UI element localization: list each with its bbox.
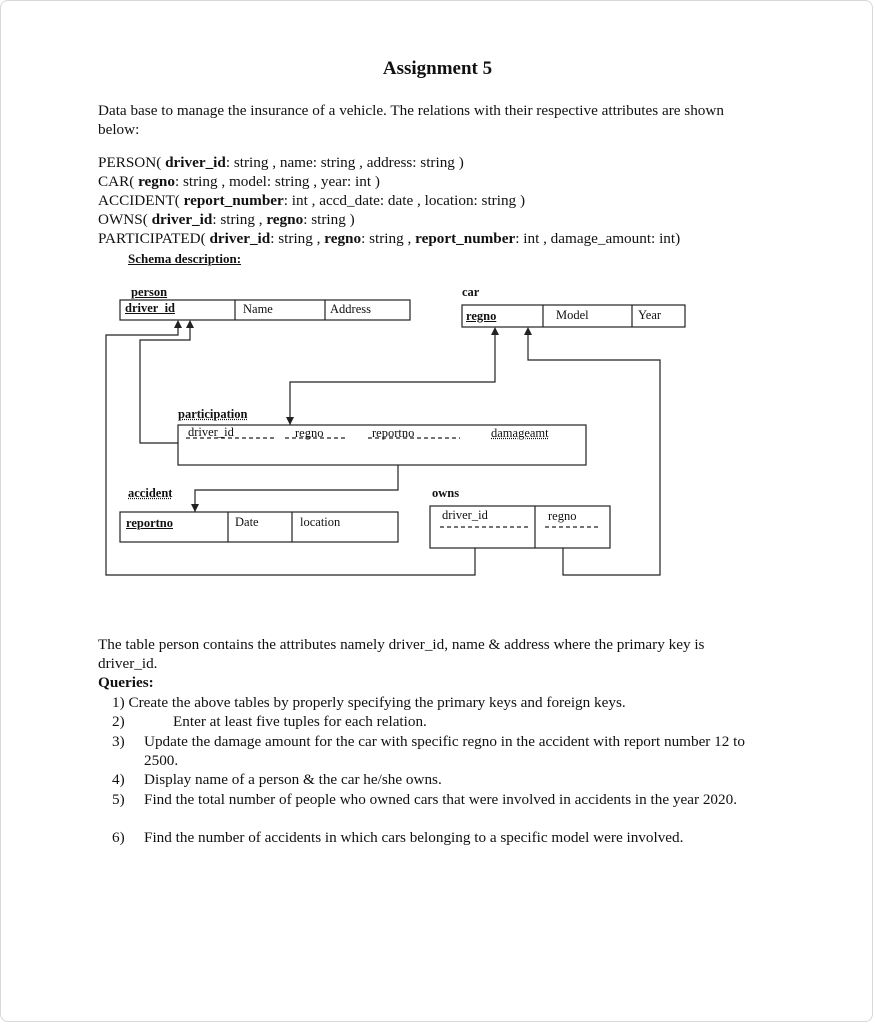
owns-table-title: owns xyxy=(432,486,460,500)
schema-person: PERSON( driver_id: string , name: string , address: string ) xyxy=(98,154,464,171)
query-number: 4) xyxy=(112,771,125,788)
query-text: Enter at least five tuples for each relation. xyxy=(173,713,427,730)
accident-table-title: accident xyxy=(128,486,173,500)
query-item xyxy=(112,712,752,731)
query-text: Update the damage amount for the car with specific regno in the accident with report number 12 to 2500. xyxy=(144,733,745,769)
query-item xyxy=(112,790,752,809)
schema-description-heading: Schema description: xyxy=(128,251,242,266)
participation-col-reportno: reportno xyxy=(372,426,415,440)
query-text: Create the above tables by properly specifying the primary keys and foreign keys. xyxy=(128,694,626,711)
accident-col-location: location xyxy=(300,515,341,529)
owns-col-driver-id: driver_id xyxy=(442,508,488,522)
car-col-model: Model xyxy=(556,308,589,322)
queries-heading: Queries: xyxy=(98,674,154,691)
participation-table-title: participation xyxy=(178,407,248,421)
query-item xyxy=(112,732,752,770)
query-number: 6) xyxy=(112,829,125,846)
person-table-title: person xyxy=(131,285,168,299)
car-table-title: car xyxy=(462,285,480,299)
schema-car: CAR( regno: string , model: string , year: int ) xyxy=(98,173,380,190)
query-number: 3) xyxy=(112,733,125,750)
query-number: 1) xyxy=(112,694,125,711)
intro-paragraph: Data base to manage the insurance of a vehicle. The relations with their respective attributes are shown below: xyxy=(98,102,724,138)
car-col-year: Year xyxy=(638,308,662,322)
query-item xyxy=(112,693,752,712)
person-col-driver-id: driver_id xyxy=(125,301,175,315)
schema-participated: PARTICIPATED( driver_id: string , regno: string , report_number: int , damage_amount: int) xyxy=(98,230,681,247)
query-item xyxy=(112,828,812,847)
query-item xyxy=(112,770,752,789)
car-col-regno: regno xyxy=(466,309,497,323)
schema-list xyxy=(98,153,798,248)
page-title: Assignment 5 xyxy=(382,58,493,79)
participation-col-driver-id: driver_id xyxy=(188,425,234,439)
description-paragraph: The table person contains the attributes namely driver_id, name & address where the primary key is driver_id. xyxy=(98,636,705,672)
person-col-name: Name xyxy=(243,302,273,316)
query-text: Find the number of accidents in which cars belonging to a specific model were involved. xyxy=(144,829,684,846)
participation-col-regno: regno xyxy=(295,426,324,440)
person-col-address: Address xyxy=(330,302,371,316)
query-number: 5) xyxy=(112,791,125,808)
query-text: Display name of a person & the car he/she owns. xyxy=(144,771,442,788)
accident-col-date: Date xyxy=(235,515,259,529)
participation-col-damageamt: damageamt xyxy=(491,426,549,440)
accident-col-reportno: reportno xyxy=(126,516,173,530)
query-text: Find the total number of people who owned cars that were involved in accidents in the year 2020. xyxy=(144,791,737,808)
query-number: 2) xyxy=(112,713,125,730)
schema-accident: ACCIDENT( report_number: int , accd_date: date , location: string ) xyxy=(98,192,526,209)
owns-col-regno: regno xyxy=(548,509,577,523)
schema-owns: OWNS( driver_id: string , regno: string ) xyxy=(98,211,355,228)
